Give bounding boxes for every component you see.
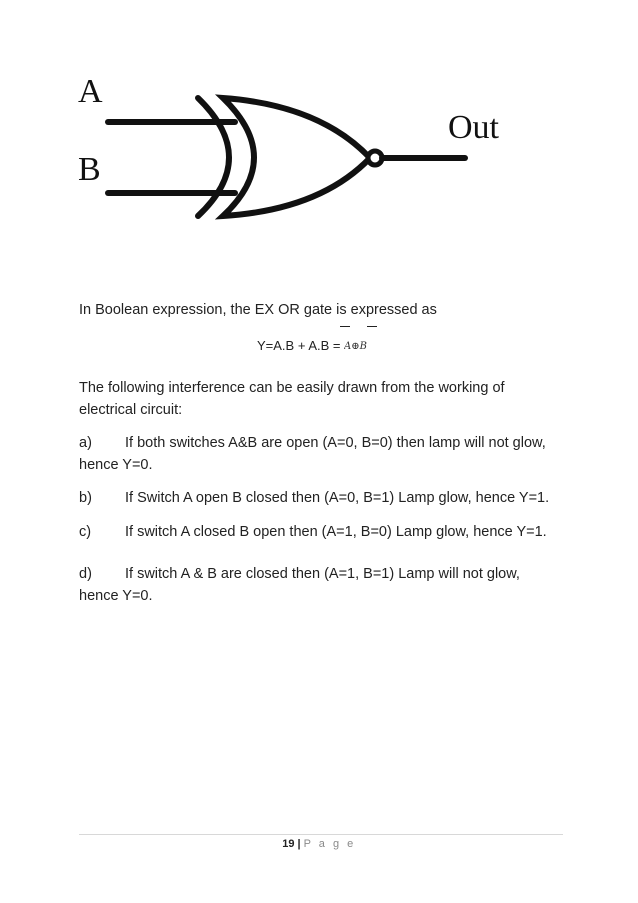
page-number: 19: [282, 838, 295, 850]
input-b-label: B: [78, 151, 101, 188]
list-item-text: If switch A & B are closed then (A=1, B=1) Lamp will not glow, hence Y=0.: [79, 566, 520, 604]
list-marker: c): [79, 524, 92, 540]
footer-divider: [79, 834, 563, 835]
list-item-text: If switch A closed B open then (A=1, B=0) Lamp glow, hence Y=1.: [125, 524, 547, 540]
list-item: [79, 432, 579, 476]
xor-extra-curve: [198, 98, 229, 216]
list-item: [79, 521, 579, 543]
boolean-formula: [257, 338, 394, 353]
list-marker: b): [79, 490, 92, 506]
list-item: [79, 487, 579, 509]
list-item-text: If Switch A open B closed then (A=0, B=1) Lamp glow, hence Y=1.: [125, 490, 550, 506]
page-label: P a g e: [303, 838, 356, 850]
complement-bar-a: [340, 326, 350, 327]
svg-text:A⊕B: A⊕B: [344, 341, 368, 351]
list-marker: a): [79, 435, 92, 451]
complement-bar-b: [367, 326, 377, 327]
list-item: [79, 563, 549, 607]
list-item-text: If both switches A&B are open (A=0, B=0) then lamp will not glow, hence Y=0.: [79, 435, 546, 473]
formula-text: Y=A.B + A.B =: [257, 338, 345, 353]
footer-separator: |: [297, 838, 301, 850]
output-label: Out: [448, 109, 499, 146]
xnor-gate-symbol: [70, 70, 570, 230]
intro-text: In Boolean expression, the EX OR gate is expressed as: [79, 302, 437, 318]
list-marker: d): [79, 566, 92, 582]
inference-text: The following interference can be easily drawn from the working of electrical circuit:: [79, 380, 505, 418]
xor-symbol-image: [344, 339, 394, 351]
or-gate-body: [223, 98, 370, 216]
xnor-gate-diagram: [70, 70, 570, 230]
input-a-label: A: [78, 73, 103, 110]
page-footer: [0, 838, 638, 850]
